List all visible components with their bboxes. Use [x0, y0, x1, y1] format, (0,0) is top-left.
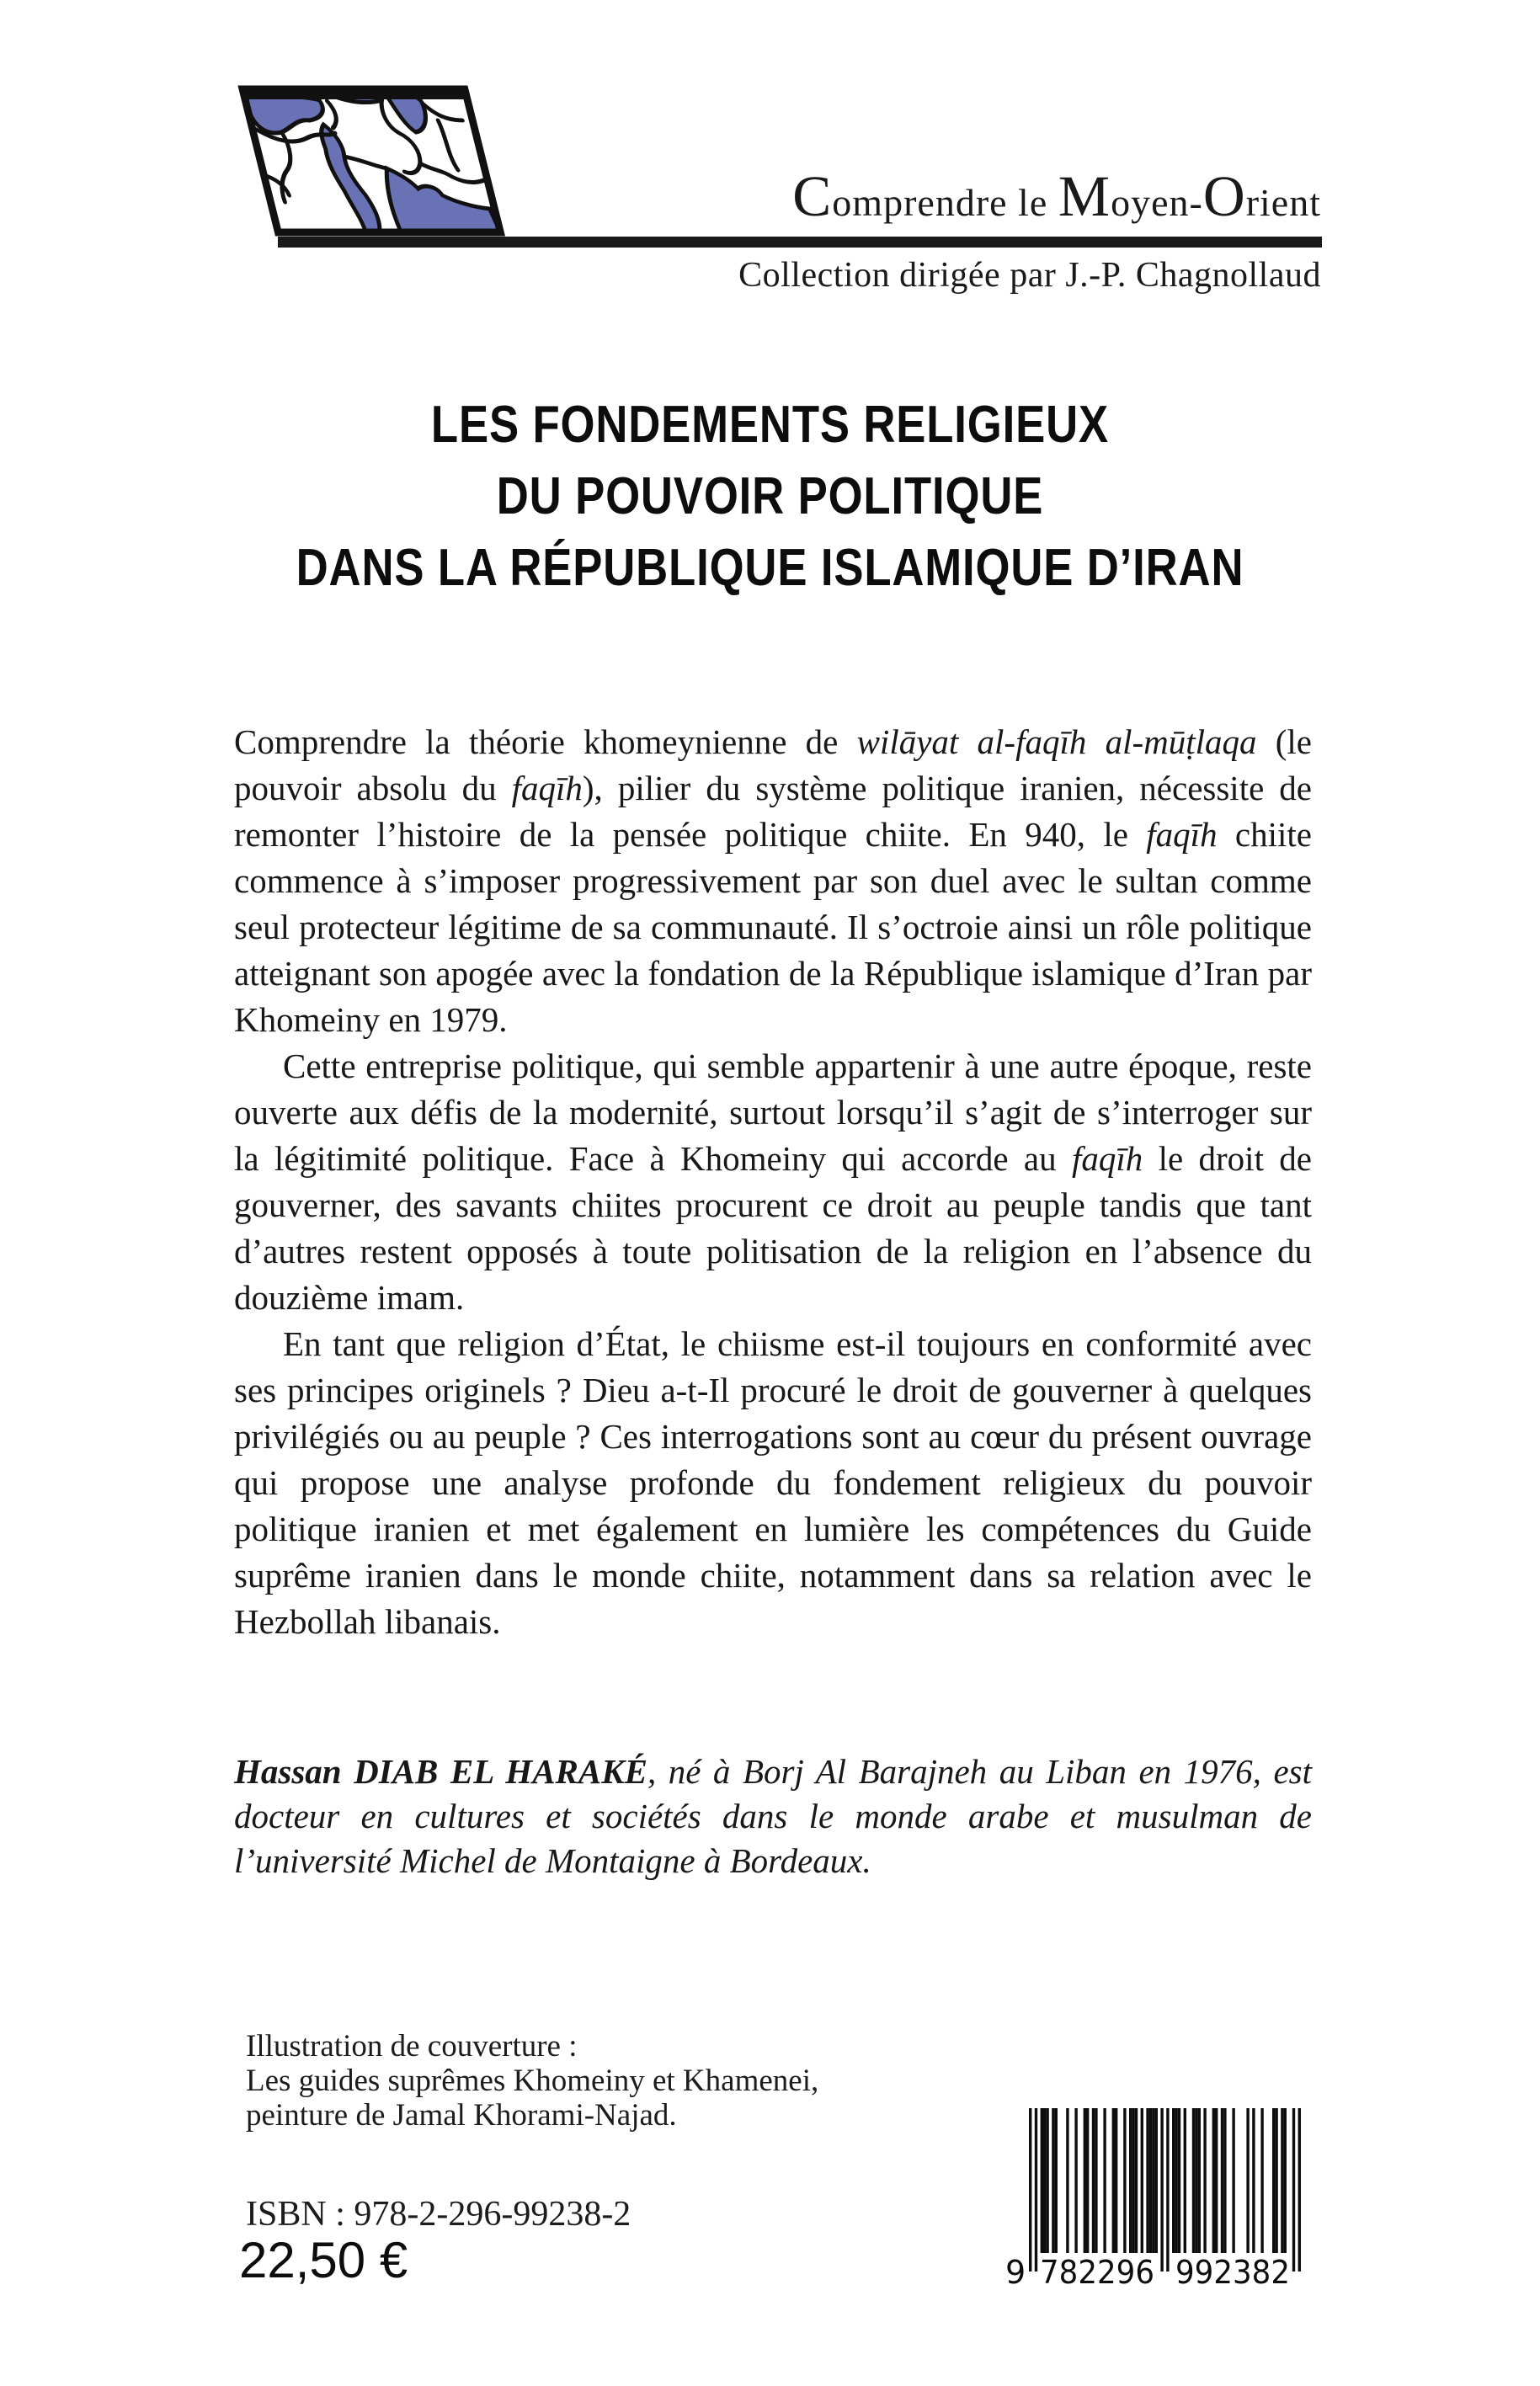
book-title-line-1: LES FONDEMENTS RELIGIEUX — [430, 396, 1110, 454]
synopsis-paragraph-2: Cette entreprise politique, qui semble appartenir à une autre époque, reste ouverte aux défis de la modernité, surtout lorsqu’il s’agit de s’interroger sur la légitimité politique. Face à Khomeiny qui accorde au faqīh le droit de gouverner, des savants chiites procurent ce droit au peuple tandis que tant d’autres restent opposés à toute politisation de la religion en l’absence du douzième imam. — [234, 1047, 1312, 1317]
author-bio: Hassan DIAB EL HARAKÉ, né à Borj Al Barajneh au Liban en 1976, est docteur en cultures et sociétés dans le monde arabe et musulman de l’université Michel de Montaigne à Bordeaux. — [234, 1752, 1312, 1880]
collection-title: Comprendre le Moyen-Orient — [792, 164, 1321, 228]
barcode-digits-right: 992382 — [1175, 2254, 1290, 2288]
cover-credit — [246, 2029, 818, 2133]
publisher-logo — [237, 84, 517, 241]
middle-east-map-icon — [237, 84, 517, 241]
cover-credit-line-3: peinture de Jamal Khorami-Najad. — [246, 2098, 677, 2133]
isbn: ISBN : 978-2-296-99238-2 — [246, 2195, 631, 2234]
synopsis-paragraph-1: Comprendre la théorie khomeynienne de wilāyat al-faqīh al-mūṭlaqa (le pouvoir absolu du faqīh), pilier du système politique iranien, nécessite de remonter l’histoire de la pensée politique chiite. En 940, le faqīh chiite commence à s’imposer progressivement par son duel avec le sultan comme seul protecteur légitime de sa communauté. Il s’octroie ainsi un rôle politique atteignant son apogée avec la fondation de la République islamique d’Iran par Khomeiny en 1979. — [234, 722, 1312, 1039]
collection-director: Collection dirigée par J.-P. Chagnollaud — [738, 256, 1321, 295]
book-title-line-2: DU POUVOIR POLITIQUE — [496, 467, 1044, 525]
barcode-bars — [1029, 2108, 1301, 2271]
ean13-barcode-icon — [999, 2108, 1312, 2288]
cover-credit-line-1: Illustration de couverture : — [246, 2029, 578, 2064]
synopsis-paragraph-3: En tant que religion d’État, le chiisme est-il toujours en conformité avec ses principes originels ? Dieu a-t-Il procuré le droit de gouverner à quelques privilégiés ou au peuple ? Ces interrogations sont au cœur du présent ouvrage qui propose une analyse profonde du fondement religieux du pouvoir politique iranien et met également en lumière les compétences du Guide suprême iranien dans le monde chiite, notamment dans sa relation avec le Hezbollah libanais. — [234, 1324, 1312, 1641]
cover-credit-line-2: Les guides suprêmes Khomeiny et Khamenei, — [246, 2064, 819, 2098]
header-rule — [278, 237, 1322, 248]
barcode — [999, 2108, 1312, 2288]
book-title-line-3: DANS LA RÉPUBLIQUE ISLAMIQUE D’IRAN — [296, 539, 1244, 597]
barcode-digit-first: 9 — [1005, 2254, 1026, 2288]
price: 22,50 € — [239, 2232, 408, 2288]
book-title — [0, 389, 1540, 604]
synopsis — [234, 719, 1312, 1645]
barcode-digits-left: 782296 — [1040, 2254, 1154, 2288]
